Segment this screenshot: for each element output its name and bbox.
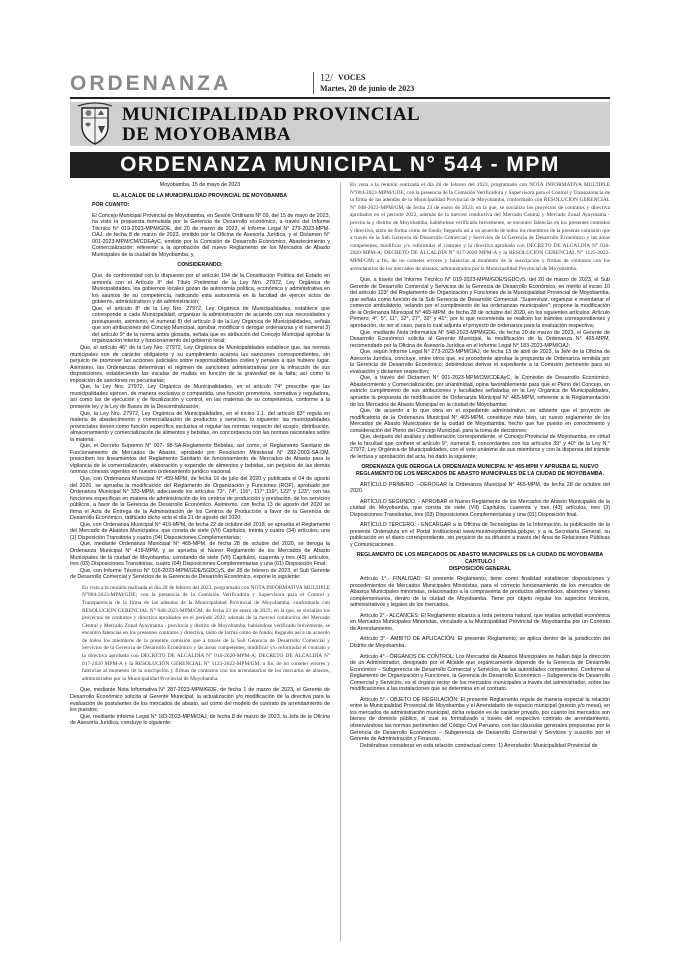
regulation-article-4: Artículo 4°.- ÓRGANOS DE CONTROL: Los Mercados de Abastos Municipales se hallan bajo la dirección de un Administrador, designado por el Alcalde que orgánicamente depende de la Gerencia de Desarrollo Económico – Subgerencia de Desarrollo Comercial y Servicios, de las autoridades competentes. Conforme al Reglamento de Organización y Funciones, la Gerencia de Desarrollo Económico – Subgerencia de Desarrollo Comercial y Servicios, es el órgano rector de los mercados municipales a través del administrador, sobre las modificaciones a las instalaciones que se determina en el contrato. [350,653,610,693]
paragraph: Que, mediante Nota Informativa N° 287-2023-MPM/GDE, de fecha 1 de marzo de 2023, el Gerente de Desarrollo Económico solicita al Gerente Municipal, la actualización y/o modificación de la directiva para la evaluación de postulantes de los mercados de abasto, así como del modelo de contrato de arrendamiento de los puestos; [70,687,330,714]
article-second: ARTÍCULO SEGUNDO. - APROBAR el Nuevo Reglamento de los Mercados de Abasto Municipales de la ciudad de Moyobamba, que consta de siete (VII) Capítulos, cuarenta y tres (43) artículos, tres (3) Disposiciones Transitorias, tres (03) Disposiciones Complementarias y una (01) Disposición final. [350,498,610,518]
newspaper-name: VOCES [338,73,366,82]
paragraph: Que, de conformidad con lo dispuesto por el artículo 194 de la Constitución Política del Estado en armonía con el Artículo II° del Título Preliminar de la Ley Nro. 27972, Ley Orgánica de Municipalidades, los gobiernos locales gozan de autonomía política, económica y administrativa en los asuntos de su competencia, radicando esta autonomía en la facultad de ejercer actos de gobierno, administrativos y de administración; [92,273,330,306]
banner-line-2: DE MOYOBAMBA [122,124,292,145]
section-title: ORDENANZA [70,72,232,95]
regulation-article-1: Artículo 1°.- FINALIDAD: El presente Reglamento, tiene como finalidad establecer disposiciones y procedimientos de Mercados Municipales Minoristas, para el correcto funcionamiento de los mercados de Abastos Municipales minoristas, relacionados a la compraventa de productos alimenticios, abarrotes y bienes complementarios, dentro de la ciudad de Moyobamba. Tiene por objeto regular los aspectos técnicos, administrativos y legales de los mercados. [350,576,610,609]
paragraph: Que, el Decreto Supremo N° 007- 98-SA-Reglamento Bebidas, así como, el Reglamento Sanitario de Funcionamiento de Mercados de Abasto, aprobado por Resolución Ministerial N° 282-2003-SA-DM, prescriben los lineamientos del Reglamento Sanitario de funcionamiento de Mercados de Abasto para la vigilancia de la comercialización, elaboración y expendio de alimentos y bebidas, sin perjuicio de las demás normas conexas vigentes en nuestro ordenamiento jurídico nacional; [70,443,330,476]
paragraph: Que, mediante Ordenanza Municipal N° 465-MPM, de fecha 28 de octubre del 2020, se deroga la Ordenanza Municipal N° 419-MPM, y se aprueba el Nuevo Reglamento de los Mercados de Abasto Municipales de la ciudad de Moyobamba, constando de siete (VII) Capítulos, cuarenta y tres (43) artículos, tres (03) Disposiciones Transitorias, cuatro (04) Disposiciones Complementarias y una (01) Disposición Final; [70,541,330,568]
article-first: ARTÍCULO PRIMERO. –DEROGAR la Ordenanza Municipal N° 465-MPM, de fecha 28 de octubre del 2020. [350,481,610,495]
place-date: Moyobamba, 15 de mayo de 2023 [159,182,241,188]
quoted-report: En vista a la reunión realizada el día 28 de febrero del 2023, programado con NOTA INFORMATIVA MULTIPLE N°004-2023-MPM/GDE; con la presencia de la Comisión Verificadora y Supervisora para el Control y Transparencia de la firma de las adendas de la Municipalidad Provincial de Moyobamba, conformado con RESOLUCION GERENCIAL N° 048-2023-MPM/GM, de fecha 23 de enero de 2023; en la que, se socializo los proyectos de contratos y directiva aprobados en el periodo 2022, además de la merced conductiva del Mercado Central y Mercado Zonal Ayaymama - provincia y distrito de Moyobamba, habiéndose verificado brevemente, se encontró falencias en los presentes contratos y directiva, tanto de forma como de fondo; llegando así a un acuerdo de todos los miembros de la presente comisión que a través de la Sub Gerencia de Desarrollo Comercial y Servicios de la Gerencia de Desarrollo Económico y las áreas competentes, modificar y/o reformular el contrato y la directiva aprobada con DECRETO DE ALCALDÍA N° 016-2020-MPM-A; DECRETO DE ALCALDÍA N° 017-2020 MPM-A y la RESOLUCIÓN GERENCIAL N° 1123-2022-MPM/GM; a fin, de no cometer errores y falencias al momento de la suscripción y firmas de contratos con los arrendatarios de los mercados de abastos, administrados por la Municipalidad Provincial de Moyobamba. [350,182,610,272]
paragraph: El Concejo Municipal Provincial de Moyobamba, en Sesión Ordinaria Nº 09, del 15 de mayo de 2023, ha visto la propuesta formulada por la Gerencia de Desarrollo económico, a través del Informe Técnico N° 019-2023-MPM/GDE, del 20 de marzo de 2023, el Informe Legal N° 273-2023-MPM-OAJ, de fecha 8 de marzo de 2023, emitido por la Oficina de Asesoría Jurídica, y el Dictamen N° 001-2023-MPM/CM/CDEAyC, emitido por la Comisión de Desarrollo Económico, Abastecimiento y Comercialización; referente a la aprobación del nuevo Reglamento de los Mercados de Abasto Municipales de la ciudad de Moyobamba; y, [92,212,330,258]
general-provision-heading: DISPOSICIÓN GENERAL [448,565,512,572]
ordinance-title-bar [70,152,610,178]
regulation-heading: REGLAMENTO DE LOS MERCADOS DE ABASTO MUNICIPALES DE LA CIUDAD DE MOYOBAMBA [356,552,604,559]
paragraph: Que, la Ley Nro. 27972, Ley Orgánica de Municipalidades, en el inciso 1.1. del artículo 83° regula en materia de abastecimiento y comercialización de productos y servicios, lo siguiente: las municipalidades provinciales tienen como función específica exclusiva el regular las normas respecto del acopio, distribución, almacenamiento y comercialización de alimentos y bebidas, en concordancia con las normas nacionales sobre la materia; [70,410,330,443]
considerando-heading: CONSIDERANDO: [177,262,223,269]
quoted-report: En vista a la reunión realizada el día 28 de febrero del 2023, programado con NOTA INFORMATIVA MULTIPLE N°004-2023-MPM/GDE; con la presencia de la Comisión Verificadora y Supervisora para el Control y Transparencia de la firma de las adendas de la Municipalidad Provincial de Moyobamba, conformado con RESOLUCION GERENCIAL N° 048-2023-MPM/GM, de fecha 23 de enero de 2023; en la que, se socializo los proyectos de contratos y directiva aprobados en el periodo 2022, además de la merced conductiva del Mercado Central y Mercado Zonal Ayaymama - provincia y distrito de Moyobamba, habiéndose verificado brevemente, se encontró falencias en los presentes contratos y directiva, tanto de forma como de fondo; llegando así a un acuerdo de todos los miembros de la presente comisión que a través de la Sub Gerencia de Desarrollo Comercial y Servicios de la Gerencia de Desarrollo Económico y las áreas competentes, modificar y/o reformular el contrato y la directiva aprobada con DECRETO DE ALCALDÍA N° 016-2020-MPM-A; DECRETO DE ALCALDÍA N° 017-2020 MPM-A y la RESOLUCIÓN GERENCIAL N° 1123-2022-MPM/GM; a fin, de no cometer errores y falencias al momento de la suscripción y firmas de contratos con los arrendatarios de los mercados de abastos, administrados por la Municipalidad Provincial de Moyobamba. [82,584,330,682]
paragraph: Que, después del análisis y deliberación correspondiente, el Concejo Provincial de Moyobamba, en virtud de la facultad que confiere el artículo 9°, numeral 8, concordantes con los artículos 39° y 40° de la Ley N.° 27972, Ley Orgánica de Municipalidades, con el voto unánime de sus miembros y con la dispensa del trámite de lectura y aprobación del acta, ha dado la siguiente; [350,434,610,460]
paragraph: Debiéndose considerar en esta relación contractual como: 1) Arrendador: Municipalidad Provincial de [360,742,598,749]
issue-date: Martes, 20 de junio de 2023 [320,84,415,93]
masthead [70,70,610,96]
municipality-banner [70,102,610,146]
paragraph: Que, mediante Nota Informativa N° 548-2023-MPM/GDE, de fecha 20 de marzo de 2023, el Gerente de Desarrollo Económico solicita al Gerente Municipal, la modificación de la Ordenanza N° 465-MPM, recomendado por la Oficina de Asesoría Jurídica en el Informe Legal N° 183-2023-MPM/OAJ; [350,329,610,349]
paragraph: Que, de acuerdo a lo que obra en el expediente administrativo, se advierte que el proyecto de modificatoria de la Ordenanza Municipal N° 465-MPM, constituye más bien, un nuevo reglamento de los Mercados de Abasto Municipales de la ciudad de Moyobamba, hecho que fue puesto en conocimiento y consideración del Pleno del Concejo Municipal, para la toma de decisiones; [350,408,610,434]
paragraph: Que, mediante Informe Legal N° 183-2023-MPM/OAJ, de fecha 8 de marzo de 2023, la Jefa de la Oficina de Asesoría Jurídica, concluye lo siguiente: [70,713,330,727]
article-third: ARTÍCULO TERCERO. - ENCARGAR a la Oficina de Tecnologías de la Información, la publicación de la presente Ordenanza en el Portal Institucional www.munimoyobamba.gob.pe, y a la Secretaría General, su publicación en el diario correspondiente, sin perjuicio de su difusión a través del Área de Relaciones Públicas y Comunicaciones. [350,522,610,548]
masthead-rule [70,97,610,99]
crest-icon [76,102,114,146]
paragraph: Que, el artículo 46° de la Ley Nro. 27972, Ley Orgánica de Municipalidades establece que, las normas municipales son de carácter obligatorio y su cumplimiento acarrea las sanciones correspondientes, sin perjuicio de promover las acciones judiciales sobre responsabilidades civiles y penales a que hubiere lugar. Asimismo, las Ordenanzas determinan el régimen de sanciones administrativas por la infracción de sus disposiciones, estableciendo las escalas de multas en función de la gravedad de la falta; así como la imposición de sanciones no pecuniarias; [70,345,330,384]
regulation-article-5: Artículo 5°.- OBJETO DE REGULACIÓN: El presente Reglamento regula de manera especial la relación entre la Municipalidad Provincial de Moyobamba y el Arrendatario de espacio municipal (puesto y/o mesa), en los mercados de administración municipal, dicha relación es de carácter privado, por cuanto los mercados son bienes de dominio público, el cual es formalizado a través del respectivo contrato de arrendamiento, observándose las normas pertinentes del Código Civil Peruano, con las cláusulas generales propuestas por la Gerencia de Desarrollo Económico – Subgerencia de Desarrollo Comercial y Servicios y suscrito por el Gerente de Administración y Finanzas. [350,696,610,743]
por-cuanto: POR CUANTO: [92,202,130,209]
regulation-article-2: Artículo 2°.- ALCANCES: El Reglamento alcanza a toda persona natural, que realiza actividad económica en Mercados Municipales Minoristas, vinculado a la Municipalidad Provincial de Moyobamba por un Contrato de Arrendamiento. [350,612,610,632]
chapter-heading: CAPITULO I [464,559,495,565]
regulation-article-3: Artículo 3°.- ÁMBITO DE APLICACIÓN: El presente Reglamento, se aplica dentro de la jurisdicción del Distrito de Moyobamba. [350,636,610,650]
page-number: 12/ [320,73,333,84]
paragraph: Que, según Informe Legal N° 273-2023-MPM/OAJ, de fecha 13 de abril de 2023, la Jefe de la Oficina de Asesoría Jurídica, concluye, entre otros que, es procedente aprobar la propuesta de Ordenanza remitida por la Gerencia de Desarrollo Económico; debiéndose derivar el expediente a la Comisión pertinente para su evaluación y dictamen respectivo; [350,349,610,375]
right-column [350,182,610,749]
left-column [70,182,330,727]
banner-line-1: MUNICIPALIDAD PROVINCIAL [122,104,421,125]
ordinance-title: ORDENANZA MUNICIPAL N° 544 - MPM [120,153,560,176]
paragraph: Que, a través del Informe Técnico N° 019-2023-MPM/GDE/SGDCyS, del 20 de marzo de 2023, el Sub Gerente de Desarrollo Comercial y Servicios de la Gerencia de Desarrollo Económico, en mérito al inciso 10 del artículo 123° del Reglamento de Organización y Funciones de la Municipalidad Provincial de Moyobamba, que señala como función de la Sub Gerencia de Desarrollo Comercial: "Supervisar, organizar e inventariar el comercio ambulatorio, velando por el cumplimiento de las ordenanzas municipales"; propone la modificación de la Ordenanza Municipal N° 465-MPM, de fecha 28 de octubre del 2020, en los siguientes artículos: Artículo Primero; 4°, 5°, 11°, 12°, 27°, 33° y 41°; por lo que recomienda se realicen los trámites correspondientes y aprobación, de ser el caso, para lo cual adjunta el proyecto de ordenanza para la evaluación respectiva; [350,277,610,329]
paragraph: Que, el artículo 8° de la Ley Nro. 27972, Ley Orgánica de Municipalidades, establece que corresponde a cada Municipalidad, organizar la administración de acuerdo con sus necesidades y presupuesto, asimismo, el numeral 8) del artículo 9 de la Ley Orgánica de Municipalidades, señala que son atribuciones del Concejo Municipal, aprobar, modificar o derogar ordenanzas y el numeral 3) del artículo 9° de la norma antes glosada, señala que es atribución del Concejo Municipal aprobar la organización interior y funcionamiento del gobierno local; [92,305,330,345]
column-divider [340,182,341,942]
paragraph: Que, con Ordenanza Municipal N° 459-MPM, de fecha 16 de julio del 2020 y publicada el 04 de agosto del 2020, se aprueba la modificación del Reglamento de Organización y Funciones (ROF), aprobado por Ordenanza Municipal N° 333-MPM, adecuando los artículos 73°, 74°, 116°, 117°,119°, 122° y 123°, con las funciones específicas en materia de administración de los centros de producción y prestación, de los servicios públicos, a favor de la Gerencia de Desarrollo Económico. Asimismo, con fecha 13 de agosto del 2020 se firma el Acta de Entrega de la Administración de los Centros de Producción a favor de la Gerencia de Desarrollo Económico, ratificado dicho acto el día 21 de agosto del 2020; [70,475,330,522]
paragraph: Que, a través del Dictamen N° 001-2023-MPM/CM/CDEAyC, la Comisión de Desarrollo Económico, Abastecimiento y Comercialización; por unanimidad, opina favorablemente para que el Pleno del Concejo, en estricto cumplimiento de sus atribuciones y facultades señaladas en la Ley Orgánica de Municipalidades, apruebe la propuesta de modificación de Ordenanza Municipal N° 465-MPM, referente a la Reglamentación de los Mercados de Abasto Municipal en la ciudad de Moyobamba; [350,375,610,408]
ordinance-heading: ORDENANZA QUE DEROGA LA ORDENANZA MUNICIPAL N° 465-MPM Y APRUEBA EL NUEVO REGLAMENTO DE LOS MERCADOS DE ABASTO MUNICIPALES DE LA CIUDAD DE MOYOBAMBA. [356,464,604,477]
mayor-heading: EL ALCALDE DE LA MUNICIPALIDAD PROVINCIAL DE MOYOBAMBA [112,192,288,199]
paragraph: Que, con Ordenanza Municipal N° 419-MPM, de fecha 22 de octubre del 2018, se aprueba el Reglamento del Mercado de Abastos Municipales, que consta de siete (VII) Capítulos, treinta y cuatro (34) artículos, una (1) Disposición Transitoria y cuatro (04) Disposiciones Complementarias; [70,521,330,541]
paragraph: Que, con Informe Técnico N° 016-2023-MPM/GDE/SGDCyS, del 28 de febrero de 2023, el Sub Gerente de Desarrollo Comercial y Servicios de la Gerencia de Desarrollo Económico, expone lo siguiente: [70,567,330,581]
paragraph: Que, la Ley Nro. 27972, Ley Orgánica de Municipalidades, en el artículo 74° prescribe que las municipalidades ejercen, de manera exclusiva o compartida, una función promotora, normativa y reguladora, así como las de ejecución y de fiscalización y control, en las materias de su competencia, conforme a la presente ley y la Ley de Bases de la Descentralización; [70,384,330,410]
masthead-divider [313,72,314,94]
